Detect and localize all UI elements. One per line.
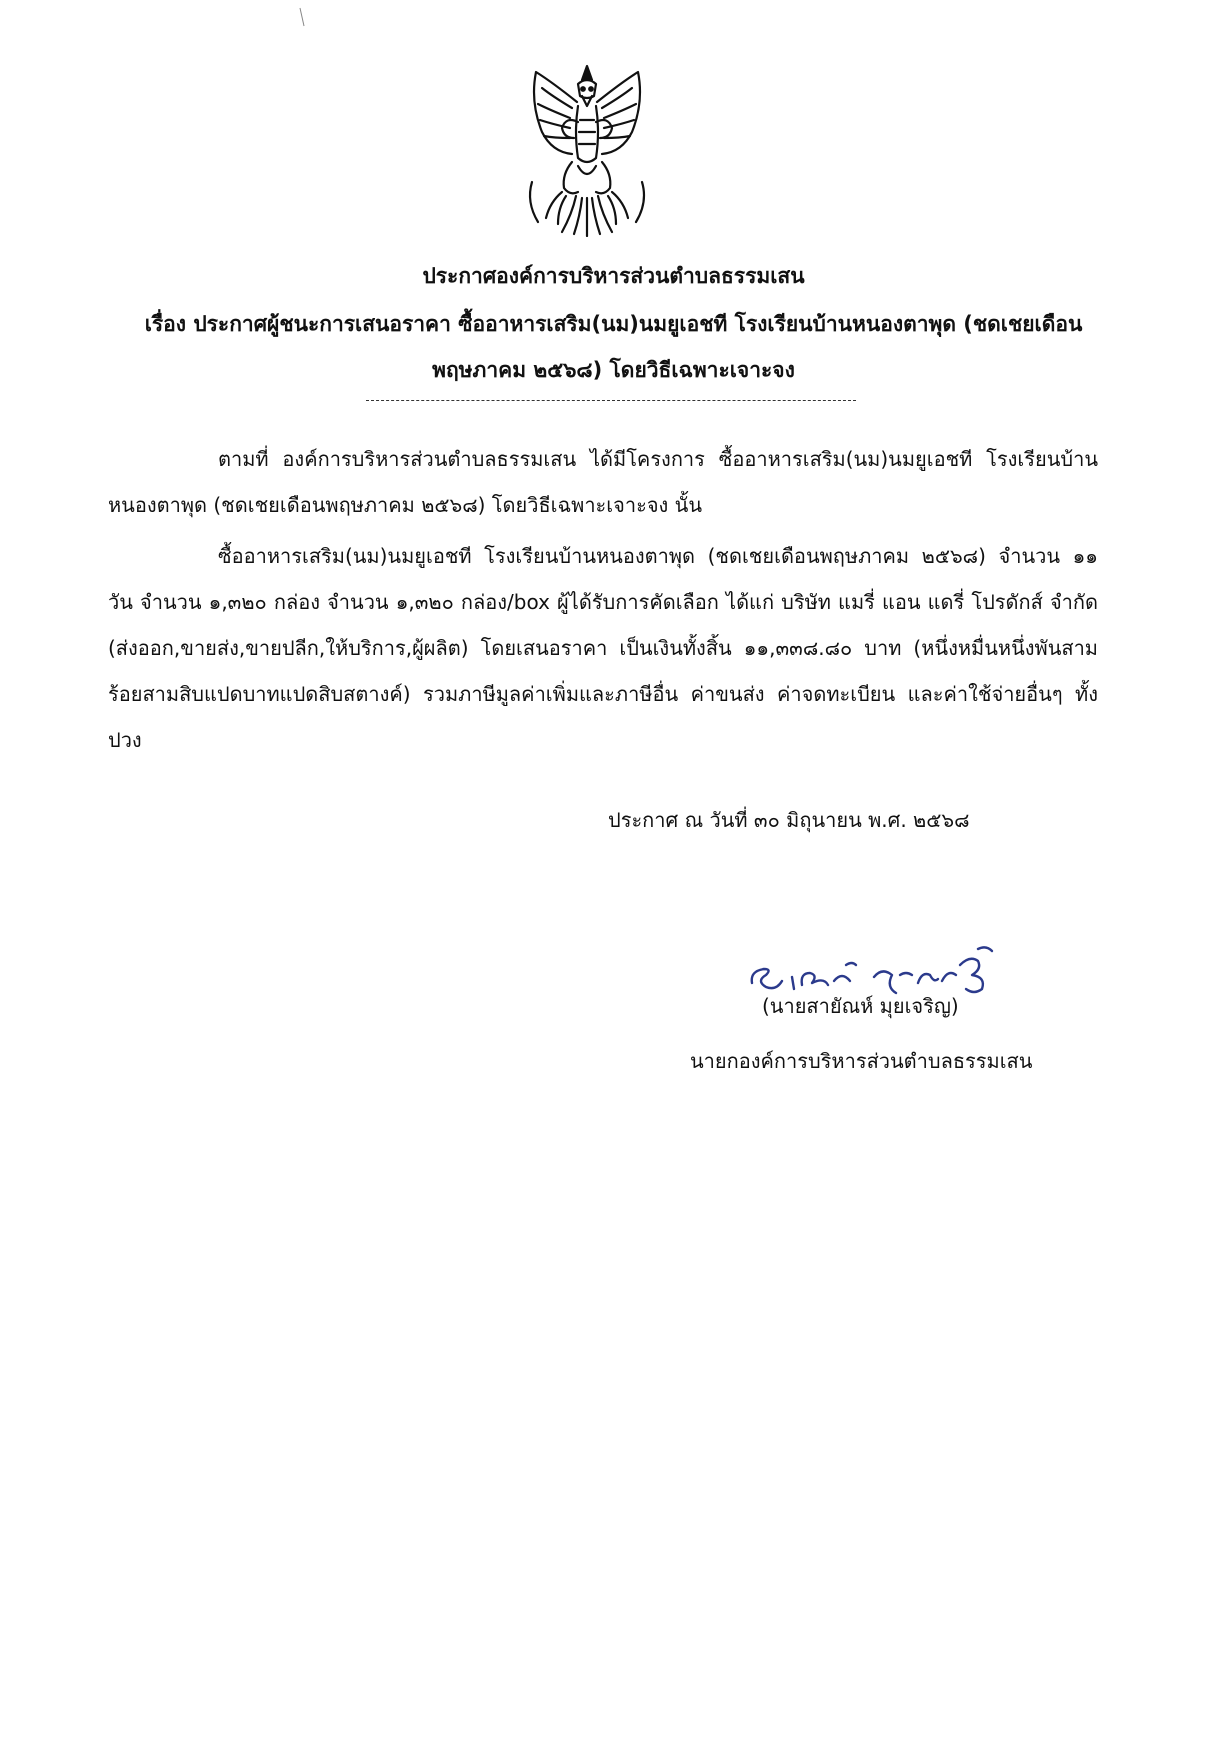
garuda-emblem-icon (522, 62, 652, 237)
signer-name: (นายสายัณห์ มุยเจริญ) (762, 994, 959, 1018)
subject-heading-line-1: เรื่อง ประกาศผู้ชนะการเสนอราคา ซื้ออาหารเสริม(นม)นมยูเอชที โรงเรียนบ้านหนองตาพุด (ชดเชยเดือน (144, 312, 1083, 336)
announcement-dateline: ประกาศ ณ วันที่ ๓๐ มิถุนายน พ.ศ. ๒๕๖๘ (608, 808, 970, 832)
heading-divider (366, 400, 856, 401)
subject-heading-line-2: พฤษภาคม ๒๕๖๘) โดยวิธีเฉพาะเจาะจง (432, 358, 795, 382)
body-paragraph-1: ตามที่ องค์การบริหารส่วนตำบลธรรมเสน ได้มีโครงการ ซื้ออาหารเสริม(นม)นมยูเอชที โรงเรียนบ้านหนองตาพุด (ชดเชยเดือนพฤษภาคม ๒๕๖๘) โดยวิธีเฉพาะเจาะจง นั้น (108, 447, 1098, 517)
issuer-heading: ประกาศองค์การบริหารส่วนตำบลธรรมเสน (422, 264, 805, 288)
signer-title: นายกองค์การบริหารส่วนตำบลธรรมเสน (690, 1049, 1033, 1073)
body-paragraph-2: ซื้ออาหารเสริม(นม)นมยูเอชที โรงเรียนบ้านหนองตาพุด (ชดเชยเดือนพฤษภาคม ๒๕๖๘) จำนวน ๑๑ วัน จำนวน ๑,๓๒๐ กล่อง จำนวน ๑,๓๒๐ กล่อง/box ผู้ได้รับการคัดเลือก ได้แก่ บริษัท แมรี่ แอน แดรี่ โปรดักส์ จำกัด (ส่งออก,ขายส่ง,ขายปลีก,ให้บริการ,ผู้ผลิต) โดยเสนอราคา เป็นเงินทั้งสิ้น ๑๑,๓๓๘.๘๐ บาท (หนึ่งหมื่นหนึ่งพันสามร้อยสามสิบแปดบาทแปดสิบสตางค์) รวมภาษีมูลค่าเพิ่มและภาษีอื่น ค่าขนส่ง ค่าจดทะเบียน และค่าใช้จ่ายอื่นๆ ทั้งปวง (108, 544, 1098, 752)
scan-mark (298, 6, 308, 28)
